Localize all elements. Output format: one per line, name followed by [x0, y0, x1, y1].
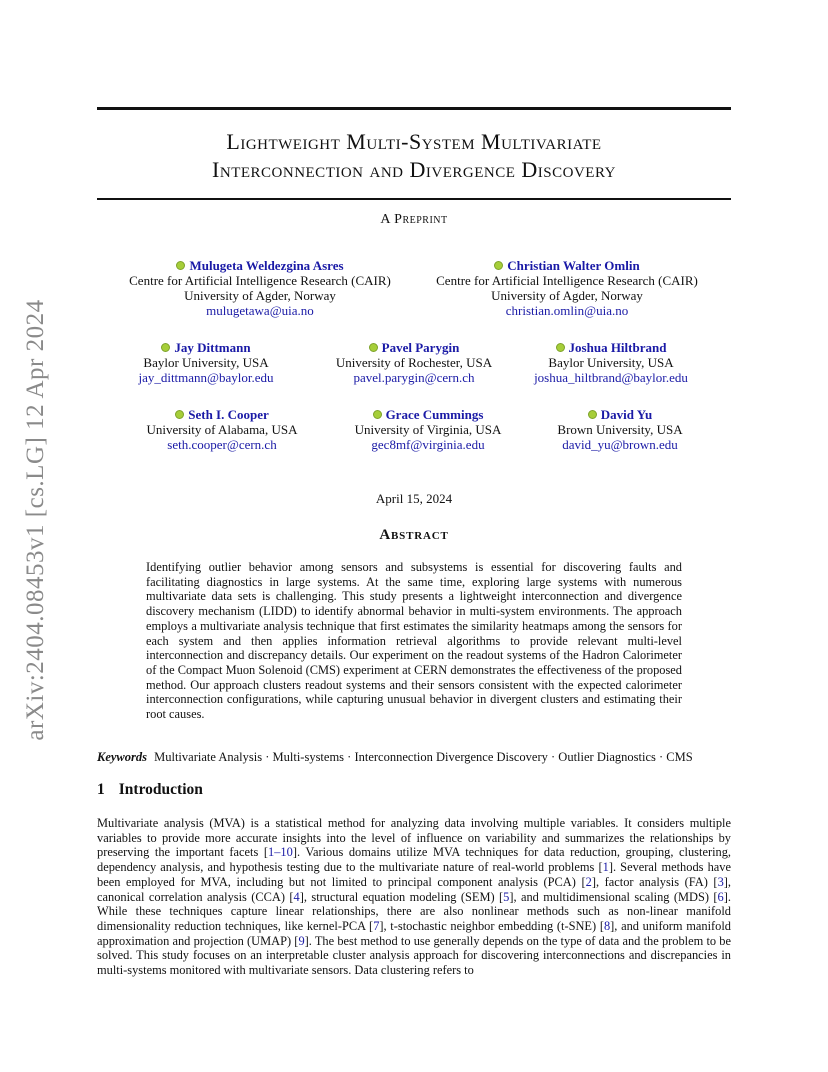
orcid-icon[interactable] [494, 261, 503, 270]
author-name[interactable]: Christian Walter Omlin [507, 258, 640, 273]
preprint-label: A Preprint [380, 212, 448, 227]
intro-text: ], canonical correlation analysis (CCA) [ [97, 874, 731, 904]
intro-text: ], factor analysis (FA) [ [591, 874, 718, 889]
citation-link[interactable]: 2 [585, 874, 592, 889]
keywords-label: Keywords [97, 750, 147, 764]
author-email[interactable]: mulugetawa@uia.no [206, 303, 314, 318]
citation-link[interactable]: 8 [603, 918, 611, 933]
author-name[interactable]: Pavel Parygin [381, 340, 460, 355]
author-affiliation: Centre for Artificial Intelligence Research (CAIR) [436, 273, 698, 288]
intro-text: ]. While these techniques capture linear relationships, there are also nonlinear methods such as non-linear manifold dimensionality reduction techniques, like kernel-PCA [ [97, 889, 731, 933]
title-line-2: Interconnection and Divergence Discovery [212, 157, 616, 182]
orcid-icon[interactable] [369, 343, 378, 352]
author-block [414, 258, 720, 318]
author-block [122, 407, 322, 452]
paper-title [97, 128, 731, 184]
section-number: 1 [97, 781, 105, 798]
author-name[interactable]: Jay Dittmann [174, 340, 251, 355]
citation-link[interactable]: 9 [298, 933, 305, 948]
intro-text: Multivariate analysis (MVA) is a statistical method for analyzing data involving multiple variables. It considers multiple variables to provide more accurate insights into the level of influence on variability and summarizes the relationships by preserving the important facets [ [97, 816, 731, 860]
abstract-text: Identifying outlier behavior among sensors and subsystems is essential for discovering faults and facilitating diagnostics in large systems. At the same time, exploring large systems with numerous multivariate data sets is challenging. This study presents a lightweight interconnection and divergence discovery mechanism (LIDD) to identify abnormal behavior in multi-system environments. The approach employs a multivariate analysis technique that first estimates the similarity heatmaps among the sensors for each system and then applies information retrieval algorithms to provide relevant multi-level interconnection and discrepancy details. Our experiment on the readout systems of the Hadron Calorimeter of the Compact Muon Solenoid (CMS) experiment at CERN demonstrates the effectiveness of the proposed method. Our approach clusters readout systems and their sensors consistent with the expected calorimeter interconnection configurations, while capturing unusual behavior in divergent clusters and estimating their root causes. [146, 560, 682, 722]
section-title: Introduction [118, 781, 203, 798]
author-affiliation: University of Agder, Norway [184, 288, 336, 303]
title-bottom-rule [97, 198, 731, 200]
author-block [520, 407, 720, 452]
author-name[interactable]: Mulugeta Weldezgina Asres [189, 258, 344, 273]
orcid-icon[interactable] [556, 343, 565, 352]
citation-link[interactable]: 1 [602, 860, 609, 875]
citation-link[interactable]: 7 [373, 918, 380, 933]
intro-text: ]. Various domains utilize MVA techniques for data reduction, grouping, clustering, dependency analysis, and hypothesis testing due to the multivariate nature of real-world problems [ [97, 845, 731, 875]
author-email[interactable]: gec8mf@virginia.edu [371, 437, 485, 452]
intro-text: ], t-stochastic neighbor embedding (t-SNE) [ [379, 918, 604, 933]
introduction-paragraph [97, 816, 731, 978]
citation-link[interactable]: 3 [717, 874, 724, 889]
author-block [106, 340, 306, 385]
orcid-icon[interactable] [161, 343, 170, 352]
author-email[interactable]: jay_dittmann@baylor.edu [138, 370, 274, 385]
author-block [506, 340, 716, 385]
citation-link[interactable]: 4 [293, 889, 300, 904]
author-email[interactable]: david_yu@brown.edu [562, 437, 678, 452]
title-top-rule [97, 107, 731, 110]
citation-link[interactable]: 5 [503, 889, 510, 904]
intro-text: ], structural equation modeling (SEM) [ [299, 889, 504, 904]
abstract-heading: Abstract [379, 527, 449, 543]
author-email[interactable]: christian.omlin@uia.no [505, 303, 629, 318]
intro-text: ]. The best method to use generally depends on the type of data and the problem to be solved. This study focuses on an interpretable cluster analysis approach for discovering interconnections and discrepancies in multi-systems monitored with multivariate sensors. Data clustering refers to [97, 933, 731, 978]
intro-text: ], and multidimensional scaling (MDS) [ [509, 889, 718, 904]
author-email[interactable]: joshua_hiltbrand@baylor.edu [534, 370, 688, 385]
author-name[interactable]: Seth I. Cooper [188, 407, 269, 422]
author-affiliation: University of Alabama, USA [146, 422, 298, 437]
author-email[interactable]: pavel.parygin@cern.ch [353, 370, 475, 385]
keywords-text: Multivariate Analysis · Multi-systems · Interconnection Divergence Discovery · Outlier Diagnostics · CMS [154, 750, 693, 764]
keywords-line [97, 750, 737, 765]
author-email[interactable]: seth.cooper@cern.ch [167, 437, 277, 452]
author-affiliation: Baylor University, USA [143, 355, 269, 370]
author-affiliation: Centre for Artificial Intelligence Research (CAIR) [129, 273, 391, 288]
orcid-icon[interactable] [176, 261, 185, 270]
section-heading [97, 781, 203, 799]
orcid-icon[interactable] [175, 410, 184, 419]
author-affiliation: Brown University, USA [557, 422, 683, 437]
author-affiliation: University of Agder, Norway [491, 288, 643, 303]
author-name[interactable]: Joshua Hiltbrand [568, 340, 667, 355]
author-affiliation: Baylor University, USA [548, 355, 674, 370]
author-affiliation: University of Rochester, USA [335, 355, 493, 370]
author-name[interactable]: Grace Cummings [385, 407, 484, 422]
author-name[interactable]: David Yu [600, 407, 653, 422]
author-block [304, 340, 524, 385]
publication-date: April 15, 2024 [375, 491, 453, 506]
intro-text: ]. Several methods have been employed for MVA, including but not limited to principal component analysis (PCA) [ [97, 860, 731, 889]
citation-link[interactable]: 1–10 [268, 845, 293, 860]
citation-link[interactable]: 6 [717, 889, 724, 904]
orcid-icon[interactable] [373, 410, 382, 419]
author-affiliation: University of Virginia, USA [354, 422, 502, 437]
intro-text: ], and uniform manifold approximation and projection (UMAP) [ [97, 918, 731, 948]
title-line-1: Lightweight Multi-System Multivariate [226, 129, 602, 154]
orcid-icon[interactable] [588, 410, 597, 419]
author-block [322, 407, 534, 452]
author-block [107, 258, 413, 318]
arxiv-identifier[interactable]: arXiv:2404.08453v1 [cs.LG] 12 Apr 2024 [22, 299, 49, 741]
